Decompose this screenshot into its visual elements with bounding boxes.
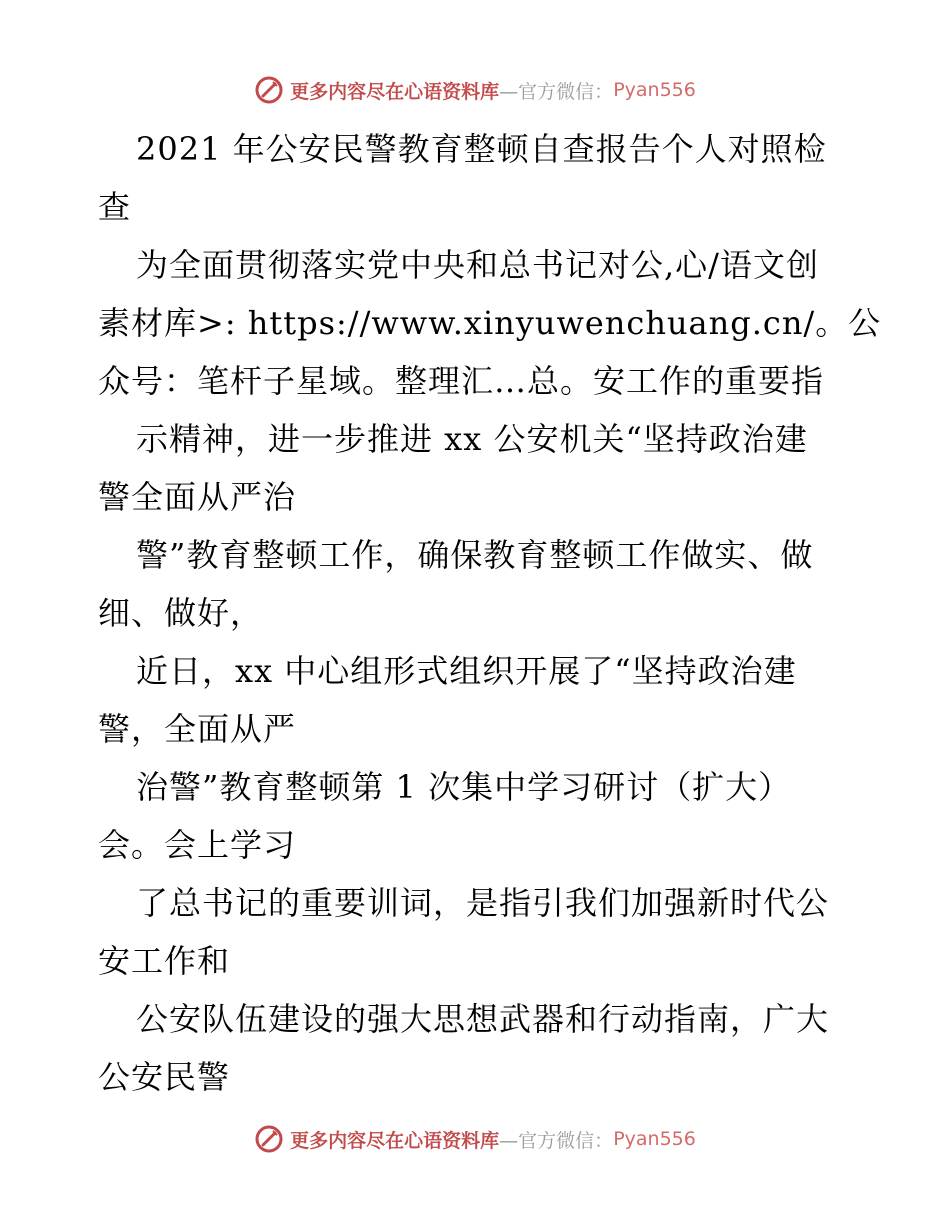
watermark-official: —官方微信：	[499, 1129, 614, 1152]
document-line: 公安民警	[98, 1058, 231, 1096]
document-line: 治警”教育整顿第 1 次集中学习研讨（扩大）	[136, 768, 792, 806]
header-watermark	[0, 70, 950, 110]
document-line: 了总书记的重要训词，是指引我们加强新时代公	[136, 884, 830, 922]
watermark-brand: 更多内容尽在心语资料库	[290, 80, 500, 103]
document-line: 安工作和	[98, 942, 231, 980]
document-line: 警全面从严治	[98, 478, 297, 516]
document-line: 公安队伍建设的强大思想武器和行动指南，广大	[136, 1000, 830, 1038]
document-line: 细、做好，	[98, 594, 264, 632]
document-line: 近日，xx 中心组形式组织开展了“坚持政治建	[136, 652, 797, 690]
document-line: 警，全面从严	[98, 710, 297, 748]
watermark-brand: 更多内容尽在心语资料库	[290, 1129, 500, 1152]
document-line: 警”教育整顿工作，确保教育整顿工作做实、做	[136, 536, 814, 574]
document-line: 众号：笔杆子星域。整理汇…总。安工作的重要指	[98, 362, 825, 400]
document-line: 会。会上学习	[98, 826, 297, 864]
document-line: 素材库>: https://www.xinyuwenchuang.cn/。公	[98, 304, 882, 342]
document-body	[98, 120, 882, 1106]
document-line: 2021 年公安民警教育整顿自查报告个人对照检	[136, 130, 827, 168]
pen-swirl-icon	[254, 75, 284, 105]
watermark-id: Pyan556	[613, 1128, 696, 1150]
document-line: 查	[98, 188, 132, 226]
document-line: 为全面贯彻落实党中央和总书记对公,心/语文创	[136, 246, 819, 284]
footer-watermark	[0, 1119, 950, 1159]
watermark-id: Pyan556	[613, 79, 696, 101]
pen-swirl-icon	[254, 1124, 284, 1154]
document-line: 示精神，进一步推进 xx 公安机关“坚持政治建	[136, 420, 808, 458]
watermark-official: —官方微信：	[499, 80, 614, 103]
